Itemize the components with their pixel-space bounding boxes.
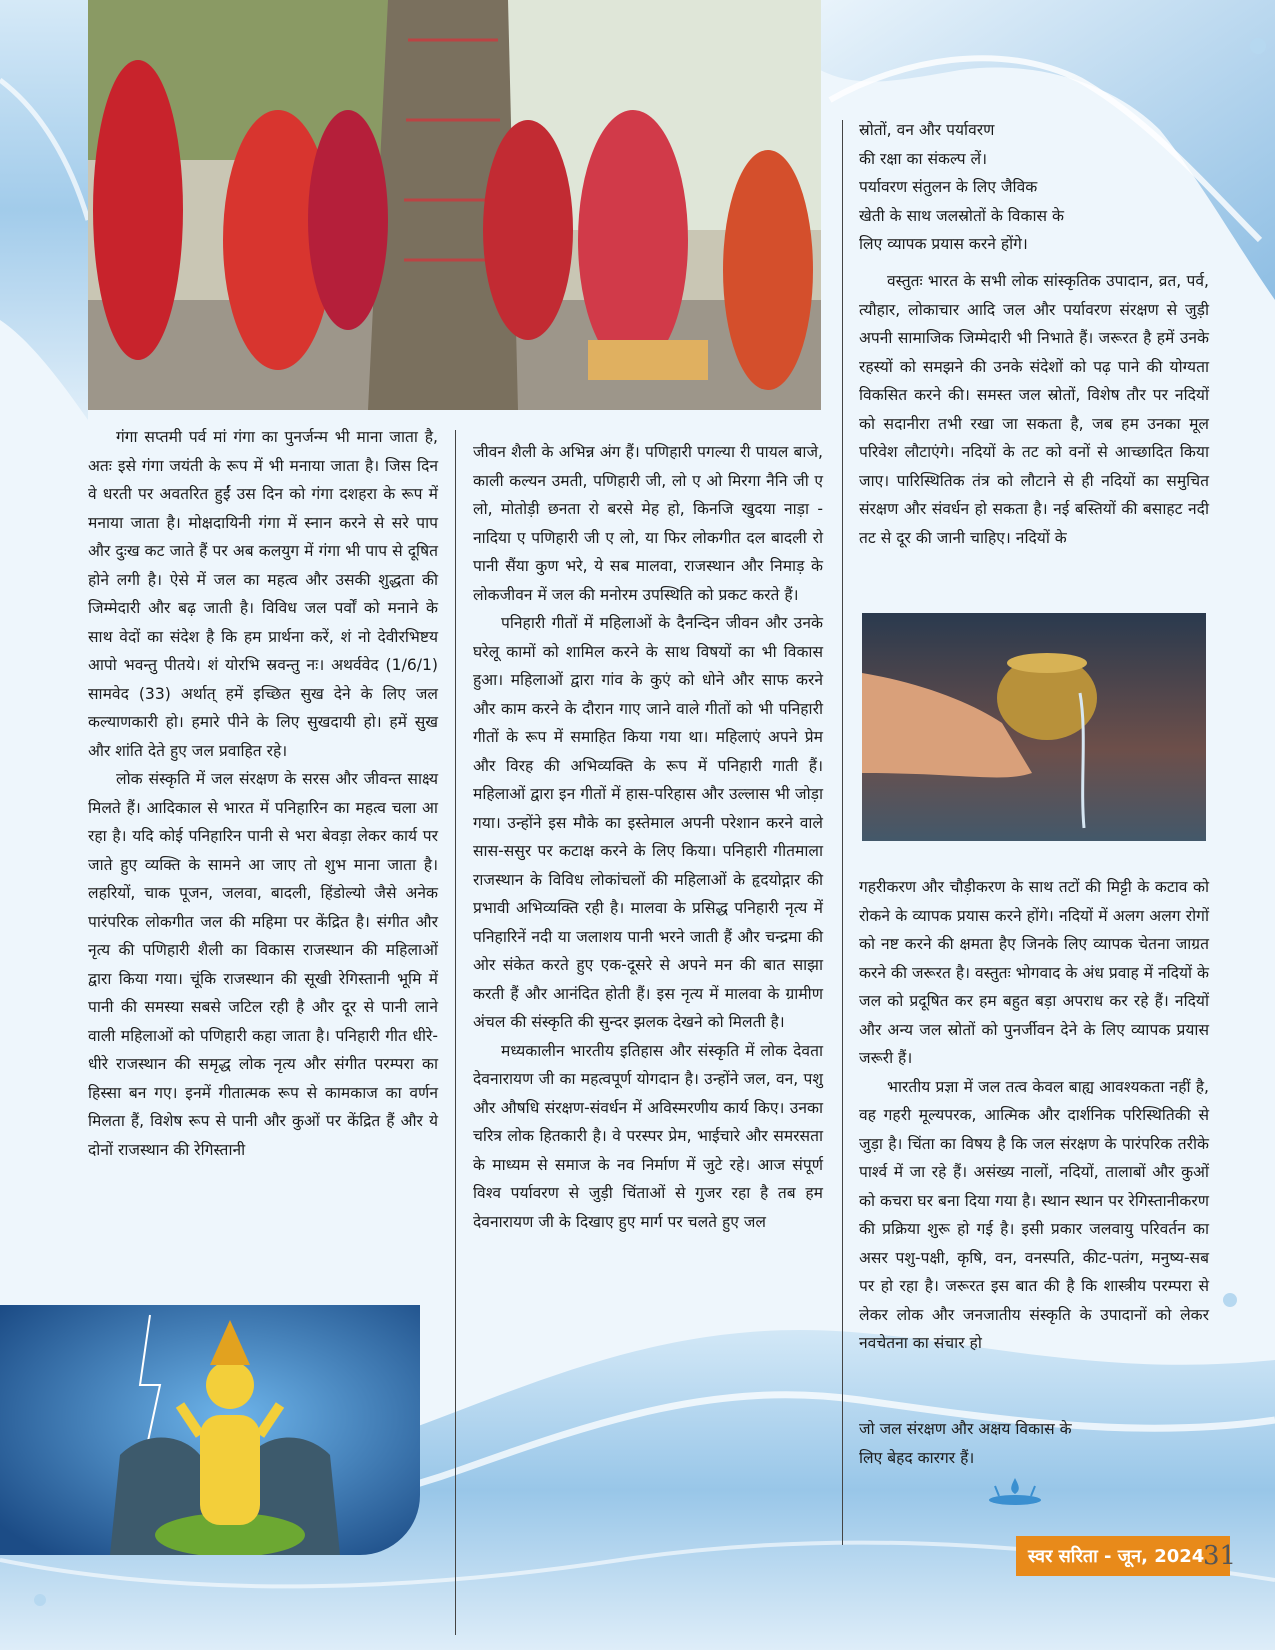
article-column-3-upper — [859, 267, 1209, 552]
magazine-issue-label: स्वर सरिता - जून, 2024 — [1028, 1546, 1205, 1567]
article-column-3-lower — [859, 873, 1209, 1358]
paragraph: गहरीकरण और चौड़ीकरण के साथ तटों की मिट्टी के कटाव को रोकने के व्यापक प्रयास करने होंगे। नदियों में अलग अलग रोगों को नष्ट करने की क्षमता हैए जिनके लिए व्यापक चेतना जाग्रत करने की जरूरत है। वस्तुतः भोगवाद के अंध प्रवाह में नदियों के जल को प्रदूषित कर हम बहुत बड़ा अपराध कर रहे हैं। नदियों और अन्य जल स्रोतों को पुनर्जीवन देने के लिए व्यापक प्रयास जरूरी हैं। — [859, 878, 1209, 1067]
water-pouring-pot-photo — [862, 613, 1206, 841]
text-line: पर्यावरण संतुलन के लिए जैविक — [859, 178, 1038, 196]
paragraph: पनिहारी गीतों में महिलाओं के दैनन्दिन जीवन और उनके घरेलू कामों को शामिल करने के साथ विषयों का भी विकास हुआ। महिलाओं द्वारा गांव के कुएं को धोने और साफ करने और काम करने के दौरान गाए जाने वाले गीतों को भी पनिहारी गीतों के रूप में समाहित किया गया था। महिलाएं अपने प्रेम और विरह की अभिव्यक्ति के रूप में पनिहारी गाती हैं। महिलाओं द्वारा इन गीतों में हास-परिहास और उल्लास भी जोड़ा गया। उन्होंने इस मौके का इस्तेमाल अपनी परेशान करने वाले सास-ससुर पर कटाक्ष करने के लिए किया। पनिहारी गीतमाला राजस्थान के विविध लोकांचलों की महिलाओं के हृदयोद्गार की प्रभावी अभिव्यक्ति रही है। मालवा के प्रसिद्ध पनिहारी नृत्य में पनिहारिनें नदी या जलाशय पानी भरने जाती हैं और चन्द्रमा की ओर संकेत करते हुए एक-दूसरे से अपने मन की बात साझा करती हैं और आनंदित होती हैं। इस नृत्य में मालवा के ग्रामीण अंचल की संस्कृति की सुन्दर झलक देखने को मिलती है। — [473, 614, 823, 1031]
column-divider-1 — [455, 430, 456, 1635]
paragraph: लोक संस्कृति में जल संरक्षण के सरस और जीवन्त साक्ष्य मिलते हैं। आदिकाल से भारत में पनिहारिन का महत्व चला आ रहा है। यदि कोई पनिहारिन पानी से भरा बेवड़ा लेकर कार्य पर जाते हुए व्यक्ति के सामने आ जाए तो शुभ माना जाता है। लहरियों, चाक पूजन, जलवा, बादली, हिंडोल्यो जैसे अनेक पारंपरिक लोकगीत जल की महिमा पर केंद्रित है। संगीत और नृत्य की पणिहारी शैली का विकास राजस्थान की महिलाओं द्वारा किया गया। चूंकि राजस्थान की सूखी रेगिस्तानी भूमि में पानी की समस्या सबसे जटिल रही है और दूर से पानी लाने वाली महिलाओं को पणिहारी कहा जाता है। पनिहारी गीत धीरे-धीरे राजस्थान की समृद्ध लोक नृत्य और संगीत परम्परा का हिस्सा बन गए। इनमें गीतात्मक रूप से कामकाज का वर्णन मिलता हैं, विशेष रूप से पानी और कुओं पर केंद्रित हैं और ये दोनों राजस्थान की रेगिस्तानी — [88, 770, 438, 1159]
text-line: लिए व्यापक प्रयास करने होंगे। — [859, 235, 1028, 253]
water-drop-icon — [985, 1476, 1045, 1506]
paragraph: भारतीय प्रज्ञा में जल तत्व केवल बाह्य आवश्यकता नहीं है, वह गहरी मूल्यपरक, आत्मिक और दार्शनिक परिस्थितिकी से जुड़ा है। चिंता का विषय है कि जल संरक्षण के पारंपरिक तरीके पार्श्व में जा रहे हैं। असंख्य नालों, नदियों, तालाबों और कुओं को कचरा घर बना दिया गया है। स्थान स्थान पर रेगिस्तानीकरण की प्रक्रिया शुरू हो गई है। इसी प्रकार जलवायु परिवर्तन का असर पशु-पक्षी, कृषि, वन, वनस्पति, कीट-पतंग, मनुष्य-सब पर हो रहा है। जरूरत इस बात की है कि शास्त्रीय परम्परा से लेकर लोक और जनजातीय संस्कृति के उपादानों को लेकर नवचेतना का संचार हो — [859, 1077, 1209, 1352]
text-line: की रक्षा का संकल्प लें। — [859, 149, 988, 168]
article-column-1 — [88, 423, 438, 1164]
article-column-3-closing — [859, 1415, 1209, 1472]
text-line: जो जल संरक्षण और अक्षय विकास के — [859, 1420, 1072, 1438]
article-column-2 — [473, 438, 823, 1236]
text-line: स्रोतों, वन और पर्यावरण — [859, 121, 995, 139]
paragraph: जीवन शैली के अभिन्न अंग हैं। पणिहारी पगल्या री पायल बाजे, काली कल्यन उमती, पणिहारी जी, लो ए ओ मिरगा नैनि जी ए लो, मोतोड़ी छनता रो बरसे मेह हो, किनजि खुदया नाड़ा - नादिया ए पणिहारी जी ए लो, या फिर लोकगीत दल बादली रो पानी सैंया कुण भरे, ये सब मालवा, राजस्थान और निमाड़ के लोकजीवन में जल की मनोरम उपस्थिति को प्रकट करते हैं। — [473, 443, 823, 604]
column-divider-2 — [842, 120, 843, 1545]
footer-magazine-band — [1016, 1536, 1230, 1576]
devnarayan-deity-illustration — [0, 1305, 420, 1555]
women-worshipping-tree-photo — [88, 0, 821, 410]
text-line: खेती के साथ जलस्रोतों के विकास के — [859, 206, 1064, 225]
article-column-3-intro — [859, 116, 1209, 259]
paragraph: मध्यकालीन भारतीय इतिहास और संस्कृति में लोक देवता देवनारायण जी का महत्वपूर्ण योगदान है। उन्होंने जल, वन, पशु और औषधि संरक्षण-संवर्धन में अविस्मरणीय कार्य किए। उनका चरित्र लोक हितकारी है। वे परस्पर प्रेम, भाईचारे और समरसता के माध्यम से समाज के नव निर्माण में जुटे रहे। आज संपूर्ण विश्व पर्यावरण से जुड़ी चिंताओं से गुजर रहा है तब हम देवनारायण जी के दिखाए हुए मार्ग पर चलते हुए जल — [473, 1041, 823, 1231]
page-number: 31 — [1203, 1541, 1237, 1571]
text-line: लिए बेहद कारगर हैं। — [859, 1448, 975, 1467]
paragraph: गंगा सप्तमी पर्व मां गंगा का पुनर्जन्म भी माना जाता है, अतः इसे गंगा जयंती के रूप में भी मनाया जाता है। जिस दिन वे धरती पर अवतरित हुईं उस दिन को गंगा दशहरा के रूप में मनाया जाता है। मोक्षदायिनी गंगा में स्नान करने से सरे पाप और दुःख कट जाते हैं पर अब कलयुग में गंगा भी पाप से दूषित होने लगी है। ऐसे में जल का महत्व और उसकी शुद्धता की जिम्मेदारी और बढ़ जाती है। विविध जल पर्वों को मनाने के साथ वेदों का संदेश है कि हम प्रार्थना करें, शं नो देवीरभिष्टय आपो भवन्तु पीतये। शं योरभि स्रवन्तु नः। अथर्ववेद (1/6/1) सामवेद (33) अर्थात् हमें इच्छित सुख देने के लिए जल कल्याणकारी हो। हमारे पीने के लिए सुखदायी हो। हमें सुख और शांति देते हुए जल प्रवाहित रहे। — [88, 428, 438, 760]
paragraph: वस्तुतः भारत के सभी लोक सांस्कृतिक उपादान, व्रत, पर्व, त्यौहार, लोकाचार आदि जल और पर्यावरण संरक्षण से जुड़ी अपनी सामाजिक जिम्मेदारी भी निभाते हैं। जरूरत है हमें उनके रहस्यों को समझने की उनके संदेशों को पढ़ पाने की योग्यता विकसित करने की। समस्त जल स्रोतों, विशेष तौर पर नदियों को सदानीरा तभी रखा जा सकता है, जब हम उनका मूल परिवेश लौटाएंगे। नदियों के तट को वनों से आच्छादित किया जाए। पारिस्थितिक तंत्र को लौटाने से ही नदियों का समुचित संरक्षण और संवर्धन हो सकता है। नई बस्तियों की बसाहट नदी तट से दूर की जानी चाहिए। नदियों के — [859, 272, 1209, 547]
